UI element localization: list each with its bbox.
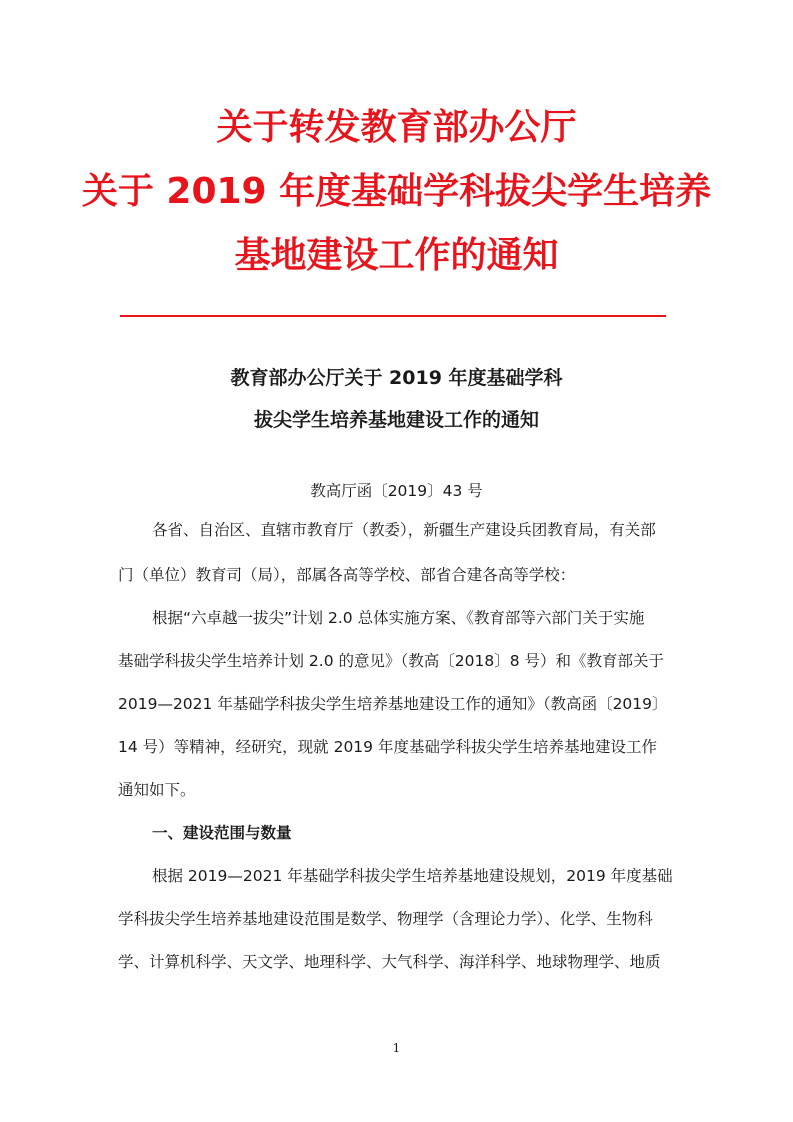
section-1-line-3: 学、计算机科学、天文学、地理科学、大气科学、海洋科学、地球物理学、地质: [118, 953, 661, 971]
notice-title-line-2: 拔尖学生培养基地建设工作的通知: [253, 409, 539, 431]
intro-line-1: 根据“六卓越一拔尖”计划 2.0 总体实施方案、《教育部等六部门关于实施: [152, 609, 645, 627]
page-number: 1: [392, 1041, 401, 1055]
addressee-line-1: 各省、自治区、直辖市教育厅（教委），新疆生产建设兵团教育局，有关部: [152, 521, 656, 539]
intro-line-2: 基础学科拔尖学生培养计划 2.0 的意见》（教高〔2018〕8 号）和《教育部关于: [118, 652, 664, 670]
red-divider: [120, 315, 666, 317]
intro-line-4: 14 号）等精神，经研究，现就 2019 年度基础学科拔尖学生培养基地建设工作: [118, 738, 657, 756]
header-title-line-3: 基地建设工作的通知: [234, 235, 559, 276]
document-number: 教高厅函〔2019〕43 号: [310, 482, 483, 500]
section-1-heading: 一、建设范围与数量: [152, 824, 292, 842]
addressee-line-2: 门（单位）教育司（局），部属各高等学校、部省合建各高等学校：: [118, 566, 576, 584]
section-1-line-2: 学科拔尖学生培养基地建设范围是数学、物理学（含理论力学）、化学、生物科: [118, 910, 653, 928]
header-title-line-2: 关于 2019 年度基础学科拔尖学生培养: [81, 171, 712, 212]
intro-line-5: 通知如下。: [118, 781, 196, 799]
header-title-line-1: 关于转发教育部办公厅: [216, 107, 577, 148]
intro-line-3: 2019—2021 年基础学科拔尖学生培养基地建设工作的通知》（教高函〔2019〕: [118, 695, 668, 713]
section-1-line-1: 根据 2019—2021 年基础学科拔尖学生培养基地建设规划，2019 年度基础: [152, 867, 673, 885]
notice-title-line-1: 教育部办公厅关于 2019 年度基础学科: [230, 367, 563, 389]
